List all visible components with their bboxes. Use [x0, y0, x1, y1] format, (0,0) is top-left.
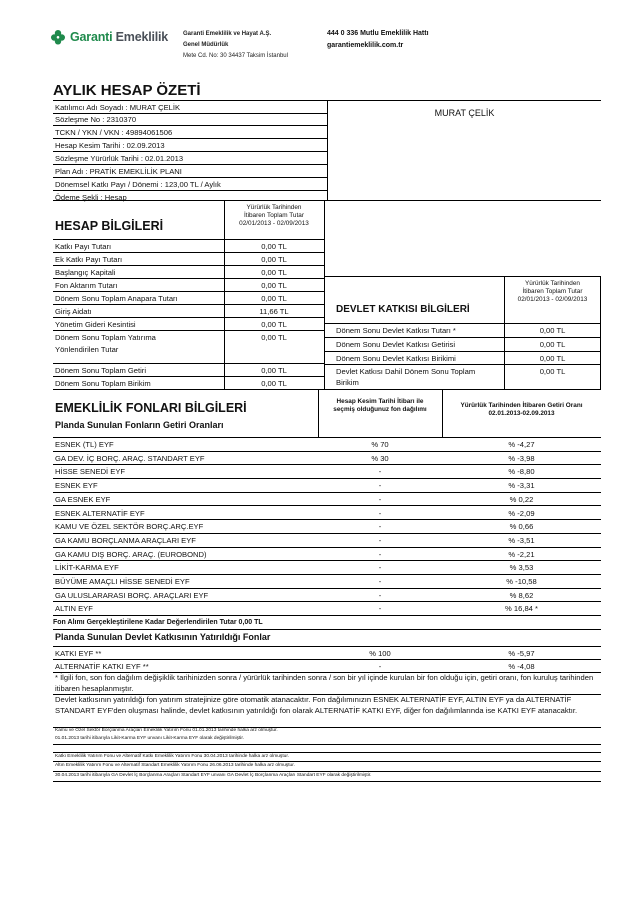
fund-row	[53, 493, 601, 507]
fund-return-header: Yürürlük Tarihinden İtibaren Getiri Oranı 02.01.2013-02.09.2013	[460, 402, 583, 417]
fund-name: GA ULUSLARARASI BORÇ. ARAÇLARI EYF	[55, 590, 209, 600]
fund-row	[53, 507, 601, 521]
account-row-value: 0,00 TL	[261, 366, 287, 375]
account-row-label: Fon Aktarım Tutarı	[55, 281, 118, 290]
company-address	[183, 29, 288, 62]
state-row	[324, 352, 601, 365]
account-row	[53, 318, 324, 331]
fund-share: -	[378, 590, 382, 600]
account-row	[53, 331, 324, 364]
fund-share: -	[378, 522, 382, 532]
fund-share: -	[378, 467, 382, 477]
state-row-value: 0,00 TL	[539, 367, 566, 376]
state-row-value: 0,00 TL	[539, 354, 566, 363]
state-column-header: Yürürlük Tarihinden İtibaren Toplam Tutar 02/01/2013 - 02/09/2013	[517, 280, 588, 303]
state-fund-name: KATKI EYF **	[55, 649, 102, 658]
account-section-title: HESAP BİLGİLERİ	[55, 219, 164, 233]
account-row-value: 0,00 TL	[261, 242, 287, 251]
account-row-label: Ek Katkı Payı Tutarı	[55, 255, 123, 264]
fund-row	[53, 520, 601, 534]
divider	[53, 389, 601, 390]
fund-row	[53, 589, 601, 603]
fund-share: % 30	[371, 453, 389, 463]
state-row-label: Dönem Sonu Devlet Katkısı Birikimi	[336, 354, 456, 363]
state-row-label: Devlet Katkısı Dahil Dönem Sonu Toplam	[336, 367, 476, 376]
state-fund-return: % -5,97	[508, 649, 535, 658]
fund-name: LİKİT-KARMA EYF	[55, 563, 119, 573]
fund-return: % -2,21	[508, 549, 535, 559]
website-link[interactable]: garantiemeklilik.com.tr	[327, 42, 404, 49]
fund-share: -	[378, 549, 382, 559]
divider	[53, 200, 601, 201]
fund-row	[53, 561, 601, 575]
fund-return: % 0,66	[509, 522, 534, 532]
summary-line: Katılımcı Adı Soyadı : MURAT ÇELİK	[53, 101, 327, 114]
state-row-label: Dönem Sonu Devlet Katkısı Tutarı *	[336, 326, 456, 335]
divider	[53, 781, 601, 782]
fund-return: % 0,22	[509, 494, 534, 504]
summary-line: Hesap Kesim Tarihi : 02.09.2013	[53, 139, 327, 152]
account-row	[53, 253, 324, 266]
fund-name: ESNEK (TL) EYF	[55, 440, 114, 449]
footnote-2: Devlet katkısının yatırıldığı fon yatırım stratejinize göre otomatik atanacaktır. Fon dağılımınızın ESNEK ALTERNATİF EYF, ALTIN EYF ya da ALTERNATİF STANDART EYF'den oluşması halinde, devlet katkısının yatırıldığı fon olarak ALTERNATİF KATKI EYF, diğer fon dağılımlarında ise KATKI EYF atanacaktır.	[55, 695, 578, 715]
fund-name: KAMU VE ÖZEL SEKTÖR BORÇ.ARÇ.EYF	[55, 522, 204, 532]
funds-section-title: EMEKLİLİK FONLARI BİLGİLERİ	[55, 401, 247, 415]
account-row-value: 0,00 TL	[261, 294, 287, 303]
fund-return: % -3,98	[508, 453, 535, 463]
name-box	[327, 101, 601, 200]
state-row-label-cont: Birikim	[336, 378, 359, 387]
contact-info	[327, 28, 429, 52]
fund-name: BÜYÜME AMAÇLI HİSSE SENEDİ EYF	[55, 577, 190, 586]
fund-share: -	[378, 604, 382, 614]
account-row-value: 0,00 TL	[261, 379, 287, 388]
state-row	[324, 365, 601, 390]
account-row-value: 0,00 TL	[261, 320, 287, 329]
company-hq: Genel Müdürlük	[183, 42, 229, 48]
summary-line: Sözleşme Yürürlük Tarihi : 02.01.2013	[53, 152, 327, 165]
fund-share: -	[378, 481, 382, 491]
fund-name: GA ESNEK EYF	[55, 494, 111, 504]
state-fund-row	[53, 660, 601, 673]
account-row	[53, 305, 324, 318]
state-fund-return: % -4,08	[508, 662, 535, 671]
account-row	[53, 292, 324, 305]
fund-share: -	[378, 577, 382, 586]
name-box-text: MURAT ÇELİK	[434, 108, 495, 118]
clover-icon	[50, 29, 66, 45]
fund-row	[53, 465, 601, 479]
summary-line: Plan Adı : PRATİK EMEKLİLİK PLANI	[53, 165, 327, 178]
footnote-7: 30.04.2013 tarihi itibarıyla GA Devlet İç Borçlanma Araçları Standart EYF unvanı GA Devlet İç Borçlanma Araçları Standart EYF olarak değiştirilmiştir.	[55, 773, 372, 778]
fund-name: GA DEV. İÇ BORÇ. ARAÇ. STANDART EYF	[55, 453, 205, 463]
fund-name: ALTIN EYF	[55, 604, 93, 614]
fund-return: % -2,09	[508, 508, 535, 518]
footnote-4: 01.01.2013 tarihi itibarıyla Likit-Karma EYF unvanı Likit-Karma EYF olarak değiştirilmiştir.	[55, 736, 245, 741]
fund-row	[53, 438, 601, 452]
fund-name: ESNEK EYF	[55, 481, 98, 491]
state-row-value: 0,00 TL	[539, 326, 566, 335]
account-row-label: Dönem Sonu Toplam Yatırıma	[55, 333, 156, 342]
summary-line: TCKN / YKN / VKN : 49894061506	[53, 126, 327, 139]
divider	[318, 389, 319, 437]
footnote-5: Katkı Emeklilik Yatırım Fonu ve Alternatif Katkı Emeklilik Yatırım Fonu 30.04.2013 tarihinde halka arz olmuştur.	[55, 754, 289, 759]
fund-share-header: Hesap Kesim Tarihi İtibarı ile seçmiş olduğunuz fon dağılımı	[333, 398, 427, 413]
state-row-value: 0,00 TL	[539, 340, 566, 349]
fund-return: % -10,58	[506, 577, 537, 586]
fund-return: % 16,84 *	[505, 604, 538, 614]
summary-line: Dönemsel Katkı Payı / Dönemi : 123,00 TL / Aylık	[53, 178, 327, 191]
fund-return: % -8,80	[508, 467, 535, 477]
account-row-label: Yönetim Gideri Kesintisi	[55, 320, 136, 329]
account-row-label: Dönem Sonu Toplam Getiri	[55, 366, 147, 375]
account-row	[53, 240, 324, 253]
phone-line: 444 0 336 Mutlu Emeklilik Hattı	[327, 30, 429, 37]
fund-share: -	[378, 494, 382, 504]
page-title: AYLIK HESAP ÖZETİ	[53, 82, 201, 99]
account-row	[53, 279, 324, 292]
state-row	[324, 324, 601, 338]
fund-row	[53, 534, 601, 548]
state-fund-name: ALTERNATİF KATKI EYF **	[55, 662, 149, 671]
state-fund-row	[53, 647, 601, 660]
account-row-label-cont: Yönlendirilen Tutar	[55, 345, 119, 354]
account-row-value: 0,00 TL	[261, 255, 287, 264]
account-row-label: Giriş Aidatı	[55, 307, 92, 316]
company-logo	[50, 29, 168, 45]
state-section-title: DEVLET KATKISI BİLGİLERİ	[336, 304, 470, 315]
footnote-1: * İlgili fon, son fon dağılım değişiklik tarihinizden sonra / yürürlük tarihinden sonra / son bir yıl içinde kurulan bir fon olduğu için, getiri oranı, fon kuruluş tarihinden itibaren hesaplanmıştır.	[55, 673, 594, 693]
fund-return: % -3,31	[508, 481, 535, 491]
fund-return: % -4,27	[508, 440, 535, 449]
summary-line: Sözleşme No : 2310370	[53, 113, 327, 126]
state-fund-share: % 100	[369, 649, 391, 658]
account-row-label: Başlangıç Kapitali	[55, 268, 116, 277]
state-row-label: Dönem Sonu Devlet Katkısı Getirisi	[336, 340, 456, 349]
account-row	[53, 377, 324, 389]
state-row	[324, 338, 601, 352]
state-funds-subtitle: Planda Sunulan Devlet Katkısının Yatırıldığı Fonlar	[55, 632, 271, 642]
account-row-value: 0,00 TL	[261, 268, 287, 277]
fund-row	[53, 548, 601, 562]
fund-share: % 70	[371, 440, 389, 449]
footnote-3: Kamu ve Özel Sektör Borçlanma Araçları Emeklilik Yatırım Fonu 01.01.2013 tarihinde halka arz olmuştur.	[55, 728, 278, 733]
logo-text: Garanti Emeklilik	[70, 30, 169, 44]
account-row-label: Katkı Payı Tutarı	[55, 242, 112, 251]
account-row-value: 0,00 TL	[261, 333, 287, 342]
account-row-value: 0,00 TL	[261, 281, 287, 290]
fund-name: HİSSE SENEDİ EYF	[55, 467, 126, 477]
company-street: Mete Cd. No: 30 34437 Taksim İstanbul	[183, 53, 288, 59]
fund-return: % -3,51	[508, 535, 535, 545]
fund-share: -	[378, 535, 382, 545]
divider	[442, 389, 443, 437]
unrealized-amount: Fon Alımı Gerçekleştirilene Kadar Değerlendirilen Tutar 0,00 TL	[53, 616, 601, 630]
fund-return: % 3,53	[509, 563, 534, 573]
fund-row	[53, 602, 601, 616]
company-name: Garanti Emeklilik ve Hayat A.Ş.	[183, 31, 272, 37]
account-row-label: Dönem Sonu Toplam Birikim	[55, 379, 151, 388]
fund-name: GA KAMU DIŞ BORÇ. ARAÇ. (EUROBOND)	[55, 549, 207, 559]
fund-return: % 8,62	[509, 590, 534, 600]
account-row	[53, 364, 324, 377]
fund-share: -	[378, 563, 382, 573]
fund-row	[53, 452, 601, 466]
account-row-label: Dönem Sonu Toplam Anapara Tutarı	[55, 294, 178, 303]
fund-name: GA KAMU BORÇLANMA ARAÇLARI EYF	[55, 535, 196, 545]
fund-share: -	[378, 508, 382, 518]
summary-line: Ödeme Şekli : Hesap	[55, 193, 127, 202]
footnote-6: Altın Emeklilik Yatırım Fonu ve Alternatif Standart Emeklilik Yatırım Fonu 26.06.2013 tarihinde halka arz olmuştur.	[55, 763, 295, 768]
fund-row	[53, 479, 601, 493]
state-fund-share: -	[378, 662, 382, 671]
divider	[53, 744, 601, 745]
account-row-value: 11,66 TL	[259, 307, 289, 316]
funds-subtitle: Planda Sunulan Fonların Getiri Oranları	[55, 420, 224, 430]
account-row	[53, 266, 324, 279]
account-column-header: Yürürlük Tarihinden İtibaren Toplam Tutar 02/01/2013 - 02/09/2013	[239, 204, 309, 227]
fund-name: ESNEK ALTERNATİF EYF	[55, 508, 145, 518]
fund-row	[53, 575, 601, 589]
